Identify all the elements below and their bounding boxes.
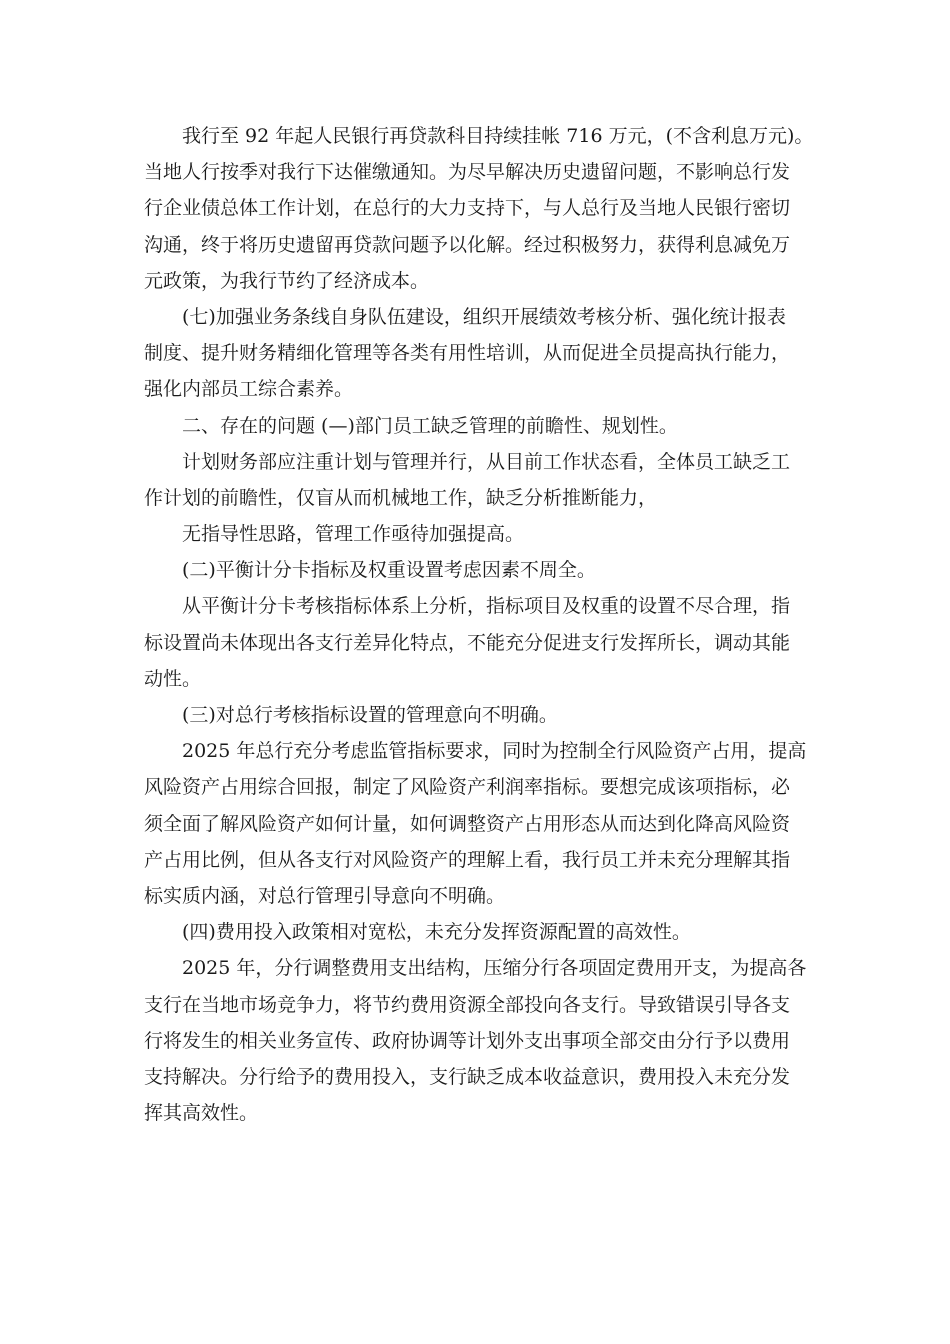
text-line: 动性。	[144, 667, 202, 690]
text-line: (三)对总行考核指标设置的管理意向不明确。	[182, 704, 558, 726]
text-line: (七)加强业务条线自身队伍建设，组织开展绩效考核分析、强化统计报表	[182, 305, 786, 328]
document-body	[144, 118, 816, 1131]
text-line: 支持解决。分行给予的费用投入，支行缺乏成本收益意识，费用投入未充分发	[144, 1065, 791, 1088]
text-line: 产占用比例，但从各支行对风险资产的理解上看，我行员工并未充分理解其指	[144, 848, 791, 871]
text-line: 当地人行按季对我行下达催缴通知。为尽早解决历史遗留问题，不影响总行发	[144, 161, 791, 184]
text-line: 沟通，终于将历史遗留再贷款问题予以化解。经过积极努力，获得利息减免万	[144, 233, 791, 256]
text-line: 我行至 92 年起人民银行再贷款科目持续挂帐 716 万元，(不含利息万元)。	[182, 125, 814, 147]
text-line: 须全面了解风险资产如何计量，如何调整资产占用形态从而达到化降高风险资	[144, 812, 791, 835]
text-line: 计划财务部应注重计划与管理并行，从目前工作状态看，全体员工缺乏工	[182, 450, 791, 473]
text-line: 标设置尚未体现出各支行差异化特点，不能充分促进支行发挥所长，调动其能	[144, 631, 791, 654]
text-line: 挥其高效性。	[144, 1102, 259, 1125]
text-line: 行将发生的相关业务宣传、政府协调等计划外支出事项全部交由分行予以费用	[144, 1029, 791, 1052]
text-line: 作计划的前瞻性，仅盲从而机械地工作，缺乏分析推断能力，	[144, 486, 658, 509]
text-line: 支行在当地市场竞争力，将节约费用资源全部投向各支行。导致错误引导各支	[144, 993, 791, 1016]
text-line: 2025 年总行充分考虑监管指标要求，同时为控制全行风险资产占用，提高	[182, 740, 807, 763]
text-line: (四)费用投入政策相对宽松，未充分发挥资源配置的高效性。	[182, 921, 691, 944]
text-line: 二、存在的问题 (—)部门员工缺乏管理的前瞻性、规划性。	[182, 414, 678, 437]
text-line: 标实质内涵，对总行管理引导意向不明确。	[144, 884, 506, 907]
text-line: 元政策，为我行节约了经济成本。	[144, 269, 430, 292]
text-line: 2025 年，分行调整费用支出结构，压缩分行各项固定费用开支，为提高各	[182, 957, 807, 980]
text-line: 无指导性思路，管理工作亟待加强提高。	[182, 523, 525, 546]
text-line: (二)平衡计分卡指标及权重设置考虑因素不周全。	[182, 559, 596, 582]
text-line: 从平衡计分卡考核指标体系上分析，指标项目及权重的设置不尽合理，指	[182, 595, 791, 618]
text-line: 强化内部员工综合素养。	[144, 378, 354, 401]
text-line: 风险资产占用综合回报，制定了风险资产利润率指标。要想完成该项指标，必	[144, 776, 791, 799]
text-line: 行企业债总体工作计划，在总行的大力支持下，与人总行及当地人民银行密切	[144, 197, 791, 220]
text-line: 制度、提升财务精细化管理等各类有用性培训，从而促进全员提高执行能力，	[144, 342, 791, 365]
